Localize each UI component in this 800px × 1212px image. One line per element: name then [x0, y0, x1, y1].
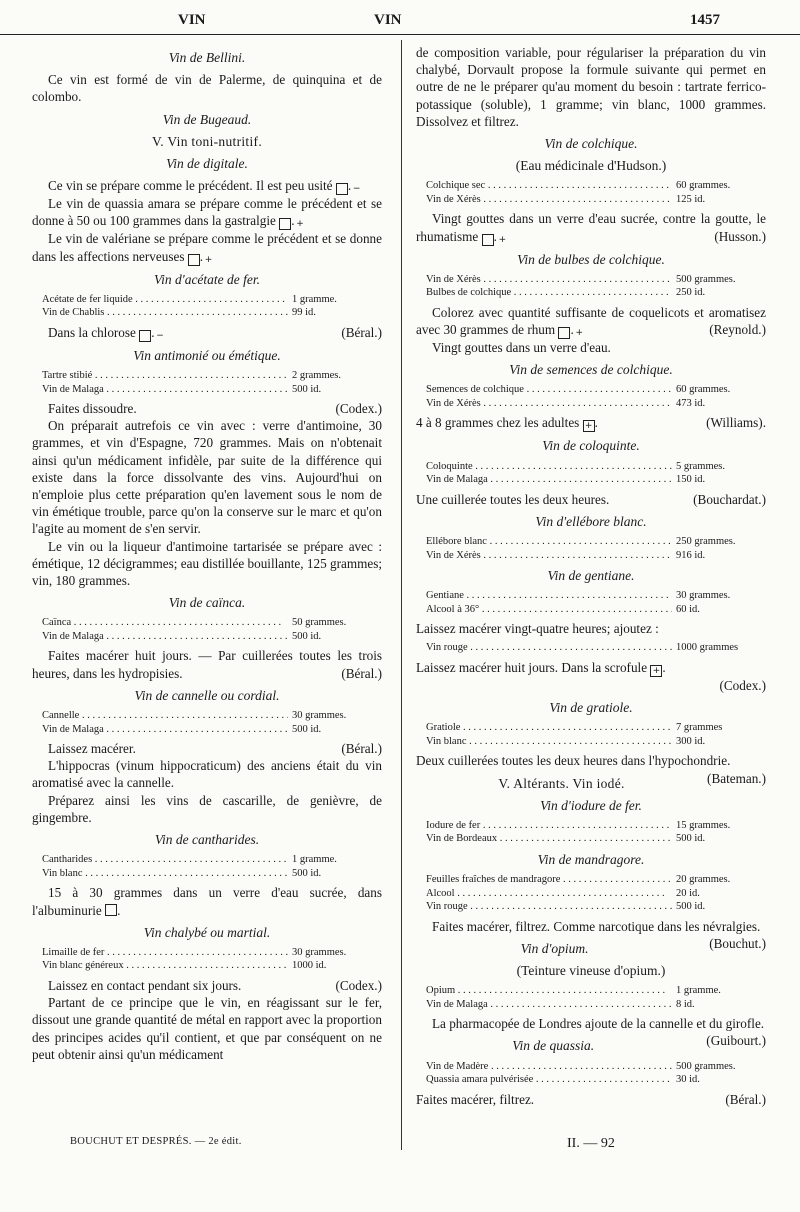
ingredient-quantity: 1 gramme.	[292, 293, 337, 305]
ingredient-row	[426, 641, 766, 655]
title-iodure: Vin d'iodure de fer.	[540, 797, 642, 813]
text-gentiane: Laissez macérer vingt-quatre heures; ajoutez :	[416, 621, 659, 637]
text-cainca: Faites macérer huit jours. — Par cuillerées toutes les trois heures, dans les hydropisies. (Béral.)	[32, 648, 382, 681]
subtitle-colchique: (Eau médicinale d'Hudson.)	[515, 158, 667, 174]
ingredient-quantity: 5 grammes.	[676, 460, 725, 472]
ingredient-name: Vin de Xérès . . .	[426, 549, 672, 563]
ingredient-name: Vin rouge . . .	[426, 641, 672, 655]
ingredient-row	[426, 549, 766, 563]
ingredient-name: Vin de Madère . . .	[426, 1060, 672, 1074]
title-coloquinte: Vin de coloquinte.	[542, 438, 640, 454]
ingredient-row	[42, 383, 382, 397]
ingredient-row	[42, 369, 382, 383]
title-gentiane: Vin de gentiane.	[547, 568, 635, 584]
ingredient-name: Vin blanc . . .	[42, 867, 288, 881]
plus-box-icon: +	[583, 420, 595, 432]
ingredient-row	[426, 193, 766, 207]
ingredient-name: Vin blanc généreux . . .	[42, 959, 288, 973]
ingredient-quantity: 2 grammes.	[292, 370, 341, 382]
header-center: VIN	[374, 12, 402, 28]
ingredient-row	[42, 709, 382, 723]
ingredient-quantity: 1 gramme.	[676, 985, 721, 997]
recipe-gratiole	[426, 721, 766, 748]
ingredient-row	[426, 179, 766, 193]
title-antimonie: Vin antimonié ou émétique.	[133, 347, 281, 363]
ingredient-row	[426, 383, 766, 397]
title-semences: Vin de semences de colchique.	[509, 362, 673, 378]
ingredient-name: Bulbes de colchique . . .	[426, 286, 672, 300]
text-antimonie: On préparait autrefois ce vin avec : verre d'antimoine, 30 grammes, et vin d'Espagne, 720 grammes. Mais on n'obtenait ainsi qu'un médicament infidèle, par suite de la différence qui existe dans la force dissolvante des vins. Aujourd'hui on n'emploie plus cette préparation qu'en lavement sous le nom de vin émétique trouble, parce qu'on la conserve sur le marc et qu'on l'agite au moment de s'en servir.	[32, 418, 382, 537]
ingredient-quantity: 20 grammes.	[676, 874, 731, 886]
ingredient-quantity: 473 id.	[676, 397, 706, 409]
title-cannelle: Vin de cannelle ou cordial.	[134, 687, 280, 703]
ingredient-name: Ellébore blanc . . .	[426, 535, 672, 549]
ingredient-quantity: 916 id.	[676, 549, 706, 561]
ingredient-row	[42, 867, 382, 881]
title-colchique: Vin de colchique.	[544, 136, 638, 152]
ingredient-quantity: 500 id.	[676, 901, 706, 913]
ingredient-row	[426, 473, 766, 487]
ingredient-name: Acétate de fer liquide . . .	[42, 293, 288, 307]
minus-box-icon: −	[139, 330, 151, 342]
minus-box-icon: −	[336, 183, 348, 195]
empty-box-icon	[105, 904, 117, 916]
recipe-coloquinte	[426, 460, 766, 487]
text-quassia-right: Faites macérer, filtrez. (Béral.)	[416, 1091, 766, 1107]
header-left: VIN	[178, 12, 206, 28]
ingredient-row	[426, 273, 766, 287]
ingredient-row	[42, 853, 382, 867]
recipe-ellebore	[426, 535, 766, 562]
note-cannelle: Laissez macérer. (Béral.)	[48, 741, 382, 757]
title-opium: Vin d'opium.	[520, 940, 589, 956]
note-acetate: Dans la chlorose −. (Béral.)	[48, 324, 382, 341]
ingredient-name: Opium . . .	[426, 984, 672, 998]
plus-box-icon: +	[188, 254, 200, 266]
title-gratiole: Vin de gratiole.	[549, 700, 633, 716]
text-cascarille: Préparez ainsi les vins de cascarille, de genièvre, de gingembre.	[32, 792, 382, 825]
ingredient-name: Vin de Malaga . . .	[42, 630, 288, 644]
title-cainca: Vin de caïnca.	[168, 595, 246, 611]
ingredient-quantity: 500 id.	[292, 383, 322, 395]
ingredient-name: Vin blanc . . .	[426, 735, 672, 749]
ingredient-quantity: 20 id.	[676, 887, 700, 899]
text-mandragore: Faites macérer, filtrez. Comme narcotique dans les névralgies. (Bouchut.)	[432, 918, 766, 951]
ingredient-row	[42, 959, 382, 973]
title-bulbes: Vin de bulbes de colchique.	[517, 251, 665, 267]
ingredient-row	[426, 535, 766, 549]
ingredient-name: Quassia amara pulvérisée . . .	[426, 1073, 672, 1087]
ingredient-name: Cantharides . . .	[42, 853, 288, 867]
title-bellini: Vin de Bellini.	[168, 50, 246, 65]
ingredient-name: Feuilles fraîches de mandragore . . .	[426, 873, 672, 887]
recipe-iodure	[426, 819, 766, 846]
recipe-chalybe	[42, 946, 382, 973]
title-cantharides: Vin de cantharides.	[154, 832, 260, 848]
ingredient-quantity: 500 id.	[292, 867, 322, 879]
recipe-mandragore	[426, 873, 766, 914]
ingredient-name: Vin de Malaga . . .	[42, 383, 288, 397]
recipe-opium	[426, 984, 766, 1011]
recipe-bulbes	[426, 273, 766, 300]
recipe-gentiane	[426, 589, 766, 616]
footer-publisher: BOUCHUT ET DESPRÉS. — 2e édit.	[70, 1136, 242, 1147]
recipe-cantharides	[42, 853, 382, 880]
ingredient-row	[426, 1073, 766, 1087]
ingredient-quantity: 60 id.	[676, 603, 700, 615]
ingredient-quantity: 150 id.	[676, 474, 706, 486]
ingredient-row	[426, 460, 766, 474]
footer-signature: II. — 92	[567, 1136, 615, 1151]
ingredient-row	[42, 946, 382, 960]
ingredient-name: Gentiane . . .	[426, 589, 672, 603]
ingredient-name: Tartre stibié . . .	[42, 369, 288, 383]
ingredient-row	[426, 873, 766, 887]
text-hippocras: L'hippocras (vinum hippocraticum) des anciens était du vin aromatisé avec la cannelle.	[32, 758, 382, 791]
ingredient-name: Gratiole . . .	[426, 721, 672, 735]
plus-box-icon: +	[558, 327, 570, 339]
ingredient-name: Vin de Xérès . . .	[426, 397, 672, 411]
ingredient-name: Semences de colchique . . .	[426, 383, 672, 397]
ingredient-row	[426, 735, 766, 749]
ingredient-row	[426, 397, 766, 411]
title-ellebore: Vin d'ellébore blanc.	[535, 513, 647, 529]
ingredient-row	[426, 819, 766, 833]
ingredient-quantity: 60 grammes.	[676, 180, 731, 192]
title-chalybe: Vin chalybé ou martial.	[143, 924, 271, 940]
ingredient-row	[426, 887, 766, 901]
ingredient-row	[426, 721, 766, 735]
ingredient-quantity: 30 grammes.	[676, 590, 731, 602]
recipe-acetate	[42, 293, 382, 320]
ingredient-quantity: 1 gramme.	[292, 854, 337, 866]
ingredient-quantity: 99 id.	[292, 307, 316, 319]
ingredient-quantity: 50 grammes.	[292, 617, 347, 629]
source-gentiane: (Codex.)	[719, 677, 766, 693]
ingredient-name: Iodure de fer . . .	[426, 819, 672, 833]
ingredient-quantity: 8 id.	[676, 998, 695, 1010]
text-digitale: Ce vin se prépare comme le précédent. Il est peu usité −.	[48, 178, 361, 195]
text-colchique: Vingt gouttes dans un verre d'eau sucrée, contre la goutte, le rhumatisme +. (Husson.)	[416, 211, 766, 245]
title-acetate: Vin d'acétate de fer.	[153, 271, 261, 287]
ingredient-row	[42, 723, 382, 737]
plus-box-icon: +	[482, 234, 494, 246]
ingredient-quantity: 500 id.	[676, 833, 706, 845]
ingredient-quantity: 125 id.	[676, 193, 706, 205]
section-toni-nutritif: V. Vin toni-nutritif.	[152, 133, 262, 149]
text-quassia: Le vin de quassia amara se prépare comme le précédent et se donne à 50 ou 100 grammes dans la gastralgie +.	[32, 196, 382, 230]
page-number: 1457	[690, 12, 720, 28]
left-column	[32, 44, 382, 1063]
text-intro: de composition variable, pour régulariser la préparation du vin chalybé, Dorvault propose la formule suivante qui permet en outre de ne le préparer qu'au moment du besoin : tartrate ferrico-potassique (soluble), 1 gramme; vin blanc, 1000 grammes. Dissolvez et filtrez.	[416, 45, 766, 129]
ingredient-quantity: 500 grammes.	[676, 1060, 736, 1072]
text-coloquinte: Une cuillerée toutes les deux heures. (Bouchardat.)	[416, 491, 766, 507]
ingredient-name: Vin de Bordeaux . . .	[426, 832, 672, 846]
recipe-cannelle	[42, 709, 382, 736]
recipe-gentiane-2	[426, 641, 766, 655]
text-semences: 4 à 8 grammes chez les adultes + . (Williams).	[416, 415, 766, 432]
text-bulbes: Colorez avec quantité suffisante de coquelicots et aromatisez avec 30 grammes de rhum +. (Reynold.)	[416, 304, 766, 339]
ingredient-name: Colchique sec . . .	[426, 179, 672, 193]
ingredient-name: Alcool à 36° . . .	[426, 603, 672, 617]
recipe-colchique	[426, 179, 766, 206]
ingredient-row	[42, 630, 382, 644]
ingredient-name: Vin de Malaga . . .	[426, 473, 672, 487]
ingredient-quantity: 1000 id.	[292, 960, 327, 972]
ingredient-row	[426, 589, 766, 603]
text-cantharides: 15 à 30 grammes dans un verre d'eau sucrée, dans l'albuminurie .	[32, 885, 382, 918]
title-mandragore: Vin de mandragore.	[537, 851, 645, 867]
ingredient-row	[42, 306, 382, 320]
text-opium: La pharmacopée de Londres ajoute de la cannelle et du girofle. (Guibourt.)	[432, 1016, 766, 1049]
note-chalybe: Laissez en contact pendant six jours. (Codex.)	[48, 977, 382, 993]
ingredient-quantity: 1000 grammes	[676, 642, 739, 654]
title-bugeaud: Vin de Bugeaud.	[162, 111, 252, 127]
ingredient-quantity: 15 grammes.	[676, 819, 731, 831]
right-column	[416, 44, 766, 1108]
ingredient-name: Vin de Xérès . . .	[426, 273, 672, 287]
ingredient-name: Vin de Chablis . . .	[42, 306, 288, 320]
subtitle-opium: (Teinture vineuse d'opium.)	[516, 963, 666, 979]
ingredient-name: Cannelle . . .	[42, 709, 288, 723]
ingredient-row	[426, 1060, 766, 1074]
recipe-antimonie	[42, 369, 382, 396]
ingredient-row	[426, 286, 766, 300]
ingredient-row	[42, 293, 382, 307]
text-chalybe: Partant de ce principe que le vin, en réagissant sur le fer, dissout une grande quantité de métal en rapport avec la proportion des principes acides qu'il contient, et que par conséquent on ne peut obtenir ainsi qu'un médicament	[32, 995, 382, 1062]
ingredient-name: Alcool . . .	[426, 887, 672, 901]
ingredient-quantity: 60 grammes.	[676, 384, 731, 396]
plus-box-icon: +	[279, 218, 291, 230]
ingredient-row	[426, 984, 766, 998]
ingredient-quantity: 500 id.	[292, 723, 322, 735]
ingredient-row	[426, 998, 766, 1012]
ingredient-row	[426, 603, 766, 617]
title-digitale: Vin de digitale.	[166, 156, 248, 172]
ingredient-name: Vin rouge . . .	[426, 900, 672, 914]
recipe-semences	[426, 383, 766, 410]
ingredient-row	[42, 616, 382, 630]
ingredient-quantity: 250 id.	[676, 287, 706, 299]
note-antimonie: Faites dissoudre. (Codex.)	[48, 401, 382, 417]
text-gratiole: Deux cuillerées toutes les deux heures dans l'hypochondrie. (Bateman.)	[416, 753, 766, 786]
ingredient-quantity: 30 grammes.	[292, 710, 347, 722]
plus-box-icon: +	[650, 665, 662, 677]
column-divider	[401, 40, 402, 1150]
ingredient-quantity: 30 grammes.	[292, 946, 347, 958]
ingredient-name: Vin de Xérès . . .	[426, 193, 672, 207]
recipe-quassia	[426, 1060, 766, 1087]
ingredient-row	[426, 832, 766, 846]
ingredient-name: Limaille de fer . . .	[42, 946, 288, 960]
ingredient-quantity: 300 id.	[676, 735, 706, 747]
ingredient-name: Coloquinte . . .	[426, 460, 672, 474]
ingredient-quantity: 500 id.	[292, 630, 322, 642]
ingredient-quantity: 500 grammes.	[676, 273, 736, 285]
ingredient-name: Vin de Malaga . . .	[42, 723, 288, 737]
text-liqueur: Le vin ou la liqueur d'antimoine tartarisée se prépare avec : émétique, 12 décigrammes; eau distillée bouillante, 125 grammes; vin, 180 grammes.	[32, 538, 382, 589]
text-valeriane: Le vin de valériane se prépare comme le précédent et se donne dans les affections nerveuses +.	[32, 231, 382, 265]
ingredient-quantity: 7 grammes	[676, 722, 723, 734]
title-quassia: Vin de quassia.	[512, 1038, 595, 1054]
text-bellini: Ce vin est formé de vin de Palerme, de quinquina et de colombo.	[32, 72, 382, 105]
ingredient-name: Vin de Malaga . . .	[426, 998, 672, 1012]
section-alterants: V. Altérants. Vin iodé.	[498, 775, 625, 791]
ingredient-quantity: 250 grammes.	[676, 536, 736, 548]
text-bulbes-2: Vingt gouttes dans un verre d'eau.	[432, 340, 611, 356]
ingredient-quantity: 30 id.	[676, 1074, 700, 1086]
running-header	[0, 10, 800, 35]
text-gentiane-2: Laissez macérer huit jours. Dans la scrofule + .	[416, 659, 666, 676]
ingredient-row	[426, 900, 766, 914]
ingredient-name: Caïnca . . .	[42, 616, 288, 630]
recipe-cainca	[42, 616, 382, 643]
